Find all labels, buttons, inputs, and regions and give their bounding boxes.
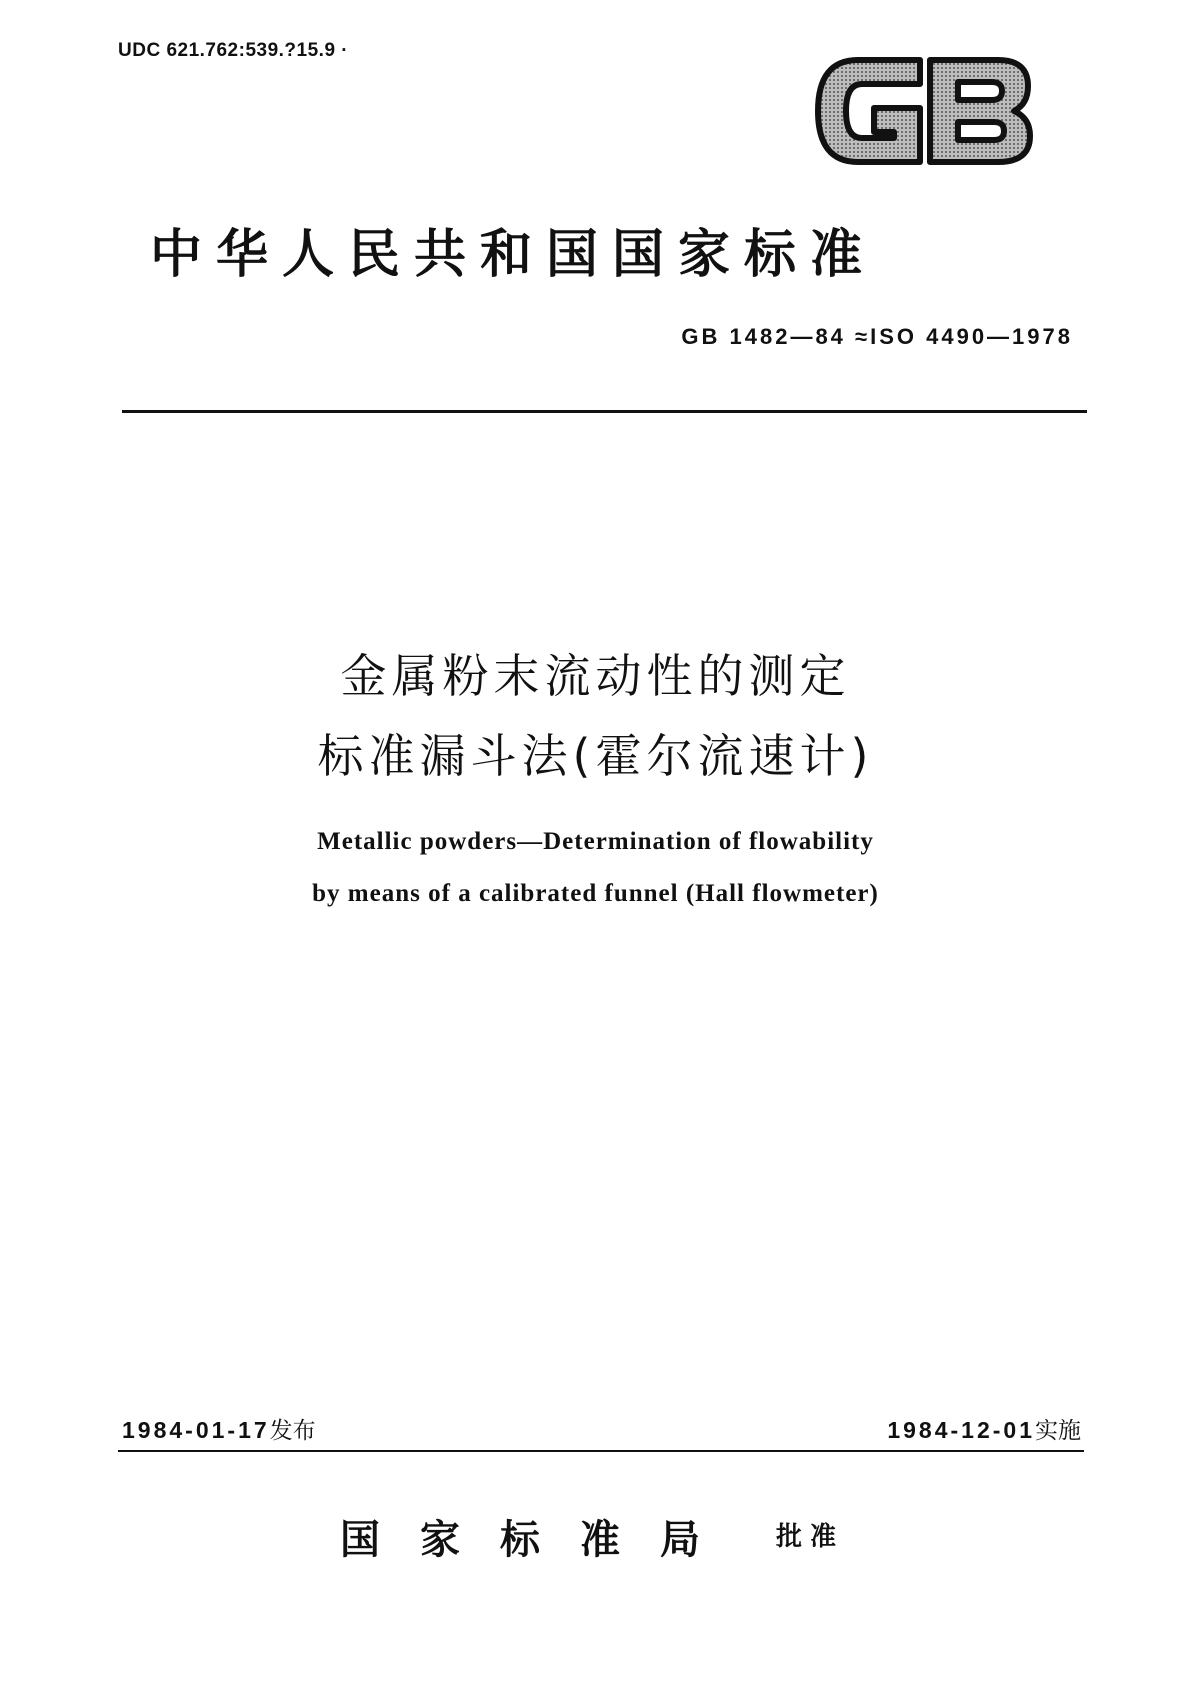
approve-label: 批准 — [776, 1522, 845, 1552]
en-title-line2: by means of a calibrated funnel (Hall flowmeter) — [312, 880, 879, 907]
cn-title-line1: 金属粉末流动性的测定 — [340, 649, 851, 703]
effective-label: 实施 — [1035, 1418, 1081, 1444]
standard-number: GB 1482—84 ≈ISO 4490—1978 — [681, 324, 1073, 349]
national-standard-title: 中华人民共和国国家标准 — [150, 225, 877, 285]
udc-classification: UDC 621.762:539.?15.9 · — [118, 40, 349, 61]
effective-date — [887, 1412, 1081, 1445]
issue-date-value: 1984-01-17 — [122, 1417, 270, 1443]
footer-divider — [118, 1450, 1084, 1452]
en-title-line1: Metallic powders—Determination of flowability — [317, 828, 874, 855]
issue-date — [122, 1412, 316, 1445]
cn-title-line2: 标准漏斗法(霍尔流速计) — [317, 729, 874, 783]
gb-logo — [808, 50, 1038, 172]
header-divider — [122, 410, 1087, 413]
effective-date-value: 1984-12-01 — [887, 1417, 1035, 1443]
approving-authority: 国家标准局 — [340, 1517, 740, 1563]
issue-label: 发布 — [269, 1418, 316, 1444]
